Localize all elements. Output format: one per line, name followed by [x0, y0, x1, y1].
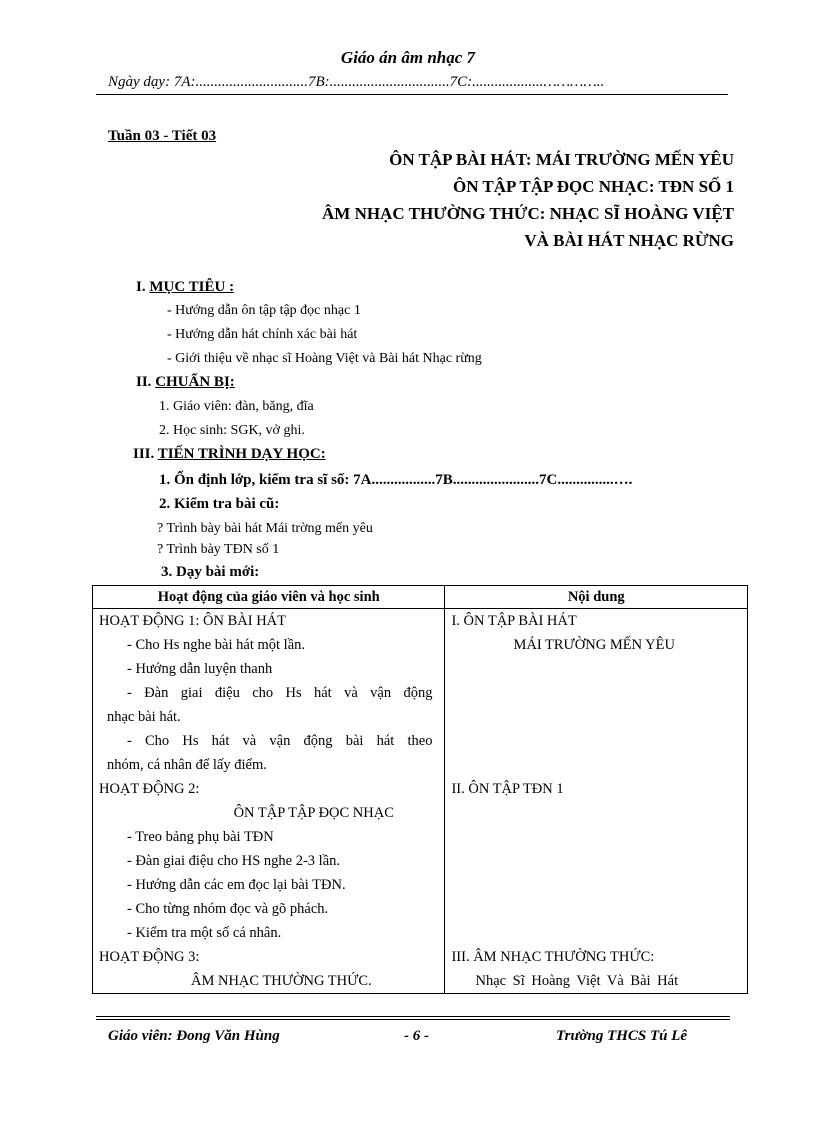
content-spacer	[445, 657, 747, 777]
activity-1-title: HOẠT ĐỘNG 1: ÔN BÀI HÁT	[99, 613, 287, 629]
content-1-heading: I. ÔN TẬP BÀI HÁT	[451, 613, 577, 629]
process-heading	[133, 446, 326, 463]
document-header-title: Giáo án âm nhạc 7	[340, 48, 476, 67]
table-header-row	[93, 586, 748, 609]
content-1-song: MÁI TRƯỜNG MẾN YÊU	[513, 637, 675, 653]
activity-1-line: - Cho Hs hát và vận động bài hát theo	[127, 733, 433, 749]
teaching-date-line: Ngày dạy: 7A:..............................7B:................................7C:...................…………..	[108, 74, 605, 90]
activity-2-line: - Đàn giai điệu cho HS nghe 2-3 lần.	[127, 853, 341, 869]
table-header-activities: Hoạt động của giáo viên và học sinh	[93, 586, 445, 609]
preparation-num: II.	[136, 374, 152, 390]
preparation-item: 1. Giáo viên: đàn, băng, đĩa	[159, 399, 314, 414]
table-header-content: Nội dung	[445, 586, 748, 609]
content-spacer	[445, 801, 747, 945]
footer-rule	[96, 1019, 730, 1020]
footer-page-number: - 6 -	[404, 1028, 429, 1044]
activity-1-line: - Đàn giai điệu cho Hs hát và vận động	[127, 685, 433, 701]
objective-item: - Hướng dẫn hát chính xác bài hát	[167, 327, 358, 342]
activity-2-title: HOẠT ĐỘNG 2:	[99, 781, 200, 797]
activity-2-subtitle: ÔN TẬP TẬP ĐỌC NHẠC	[233, 805, 394, 821]
review-question: ? Trình bày bài hát Mái trờng mến yêu	[157, 521, 373, 536]
activity-1-line: nhạc bài hát.	[107, 709, 181, 725]
objectives-heading	[136, 279, 234, 296]
table-row	[93, 609, 748, 994]
objective-item: - Hướng dẫn ôn tập tập đọc nhạc 1	[167, 303, 361, 318]
activity-3-subtitle: ÂM NHẠC THƯỜNG THỨC.	[191, 973, 372, 989]
lesson-title-1: ÔN TẬP BÀI HÁT: MÁI TRƯỜNG MẾN YÊU	[389, 150, 734, 169]
content-2-heading: II. ÔN TẬP TĐN 1	[451, 781, 564, 797]
objectives-title: MỤC TIÊU :	[149, 279, 235, 295]
lesson-title-3: ÂM NHẠC THƯỜNG THỨC: NHẠC SĨ HOÀNG VIỆT	[322, 204, 734, 223]
process-step-2: 2. Kiểm tra bài cũ:	[159, 496, 280, 512]
footer-school: Trường THCS Tú Lê	[556, 1028, 688, 1044]
objectives-num: I.	[136, 279, 146, 295]
week-lesson-label: Tuần 03 - Tiết 03	[108, 128, 217, 144]
lesson-plan-table	[92, 585, 748, 994]
activities-cell	[93, 609, 445, 994]
preparation-title: CHUẨN BỊ:	[155, 374, 235, 390]
content-3-subheading: Nhạc Sĩ Hoàng Việt Và Bài Hát	[475, 973, 679, 989]
header-rule	[96, 94, 728, 95]
preparation-heading	[136, 374, 235, 391]
activity-2-line: - Hướng dẫn các em đọc lại bài TĐN.	[127, 877, 346, 893]
content-cell	[445, 609, 748, 994]
content-3-heading: III. ÂM NHẠC THƯỜNG THỨC:	[451, 949, 655, 965]
activity-1-line: - Hướng dẫn luyện thanh	[127, 661, 273, 677]
process-num: III.	[133, 446, 155, 462]
process-title: TIẾN TRÌNH DẠY HỌC:	[157, 446, 326, 462]
process-step-1: 1. Ổn định lớp, kiểm tra sĩ số: 7A.................7B.......................7C...............….	[159, 472, 633, 488]
activity-2-line: - Kiểm tra một số cá nhân.	[127, 925, 282, 941]
objective-item: - Giới thiệu về nhạc sĩ Hoàng Việt và Bài hát Nhạc rừng	[167, 351, 482, 366]
activity-3-title: HOẠT ĐỘNG 3:	[99, 949, 200, 965]
activity-1-line: - Cho Hs nghe bài hát một lần.	[127, 637, 306, 653]
lesson-title-4: VÀ BÀI HÁT NHẠC RỪNG	[524, 231, 734, 250]
review-question: ? Trình bày TĐN số 1	[157, 542, 280, 557]
activity-1-line: nhóm, cá nhân để lấy điểm.	[107, 757, 267, 773]
footer-teacher: Giáo viên: Đong Văn Hùng	[108, 1028, 280, 1044]
process-step-3: 3. Dạy bài mới:	[161, 564, 260, 580]
activity-2-line: - Cho từng nhóm đọc và gõ phách.	[127, 901, 329, 917]
activity-2-line: - Treo bảng phụ bài TĐN	[127, 829, 274, 845]
lesson-title-2: ÔN TẬP TẬP ĐỌC NHẠC: TĐN SỐ 1	[452, 177, 734, 196]
preparation-item: 2. Học sinh: SGK, vở ghi.	[159, 423, 305, 438]
footer-rule	[96, 1016, 730, 1017]
